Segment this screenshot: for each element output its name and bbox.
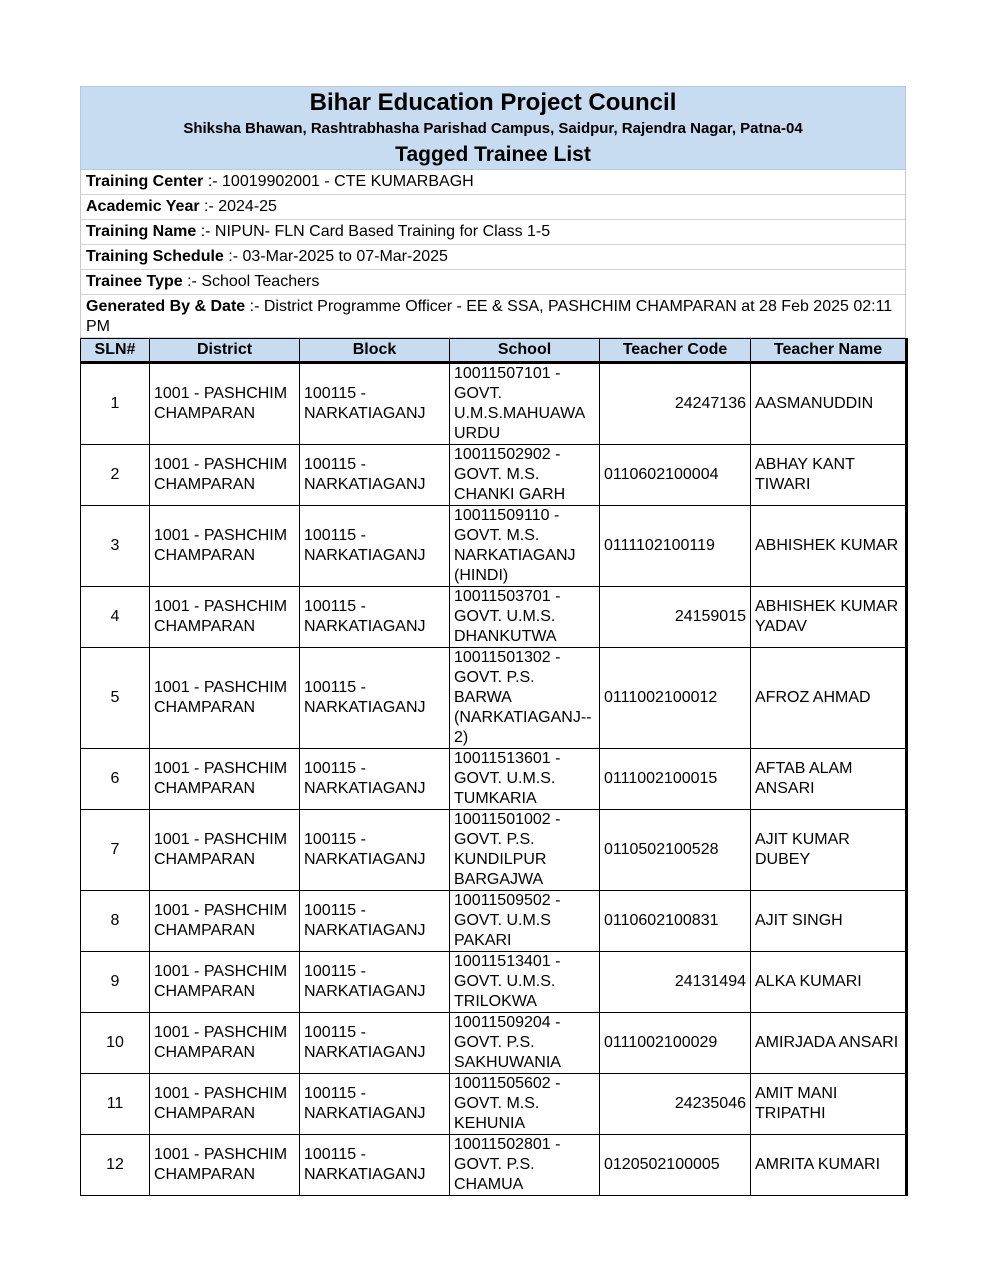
training-name-label: Training Name xyxy=(86,223,197,240)
cell-block: 100115 - NARKATIAGANJ xyxy=(300,1074,450,1135)
table-row xyxy=(81,952,907,1013)
cell-district: 1001 - PASHCHIM CHAMPARAN xyxy=(150,891,300,952)
cell-block: 100115 - NARKATIAGANJ xyxy=(300,891,450,952)
training-name-value: :- NIPUN- FLN Card Based Training for Class 1-5 xyxy=(200,223,551,240)
column-header-teacher-name: Teacher Name xyxy=(751,339,907,363)
training-schedule-label: Training Schedule xyxy=(86,248,224,265)
cell-teacher-code: 24131494 xyxy=(600,952,751,1013)
cell-sl: 9 xyxy=(81,952,150,1013)
column-header-teacher-code: Teacher Code xyxy=(600,339,751,363)
cell-school: 10011507101 - GOVT. U.M.S.MAHUAWA URDU xyxy=(450,363,600,445)
cell-sl: 11 xyxy=(81,1074,150,1135)
table-row xyxy=(81,810,907,891)
trainee-list-sheet xyxy=(80,86,906,1196)
cell-district: 1001 - PASHCHIM CHAMPARAN xyxy=(150,1135,300,1196)
cell-school: 10011513601 - GOVT. U.M.S. TUMKARIA xyxy=(450,749,600,810)
cell-school: 10011503701 - GOVT. U.M.S. DHANKUTWA xyxy=(450,587,600,648)
cell-block: 100115 - NARKATIAGANJ xyxy=(300,1013,450,1074)
cell-block: 100115 - NARKATIAGANJ xyxy=(300,952,450,1013)
training-center-value: :- 10019902001 - CTE KUMARBAGH xyxy=(207,173,474,190)
cell-district: 1001 - PASHCHIM CHAMPARAN xyxy=(150,1013,300,1074)
cell-teacher-name: AFTAB ALAM ANSARI xyxy=(751,749,907,810)
training-center-row xyxy=(81,170,905,195)
table-row xyxy=(81,1135,907,1196)
cell-school: 10011505602 - GOVT. M.S. KEHUNIA xyxy=(450,1074,600,1135)
cell-teacher-code: 0111002100012 xyxy=(600,648,751,749)
cell-teacher-code: 24159015 xyxy=(600,587,751,648)
academic-year-row xyxy=(81,195,905,220)
trainee-type-value: :- School Teachers xyxy=(187,273,320,290)
list-title: Tagged Trainee List xyxy=(395,143,591,166)
trainee-type-row xyxy=(81,270,905,295)
cell-block: 100115 - NARKATIAGANJ xyxy=(300,648,450,749)
column-header-block: Block xyxy=(300,339,450,363)
cell-district: 1001 - PASHCHIM CHAMPARAN xyxy=(150,506,300,587)
table-row xyxy=(81,363,907,445)
training-details xyxy=(80,170,906,338)
training-name-row xyxy=(81,220,905,245)
org-address: Shiksha Bhawan, Rashtrabhasha Parishad Campus, Saidpur, Rajendra Nagar, Patna-04 xyxy=(183,120,803,137)
cell-teacher-name: AJIT SINGH xyxy=(751,891,907,952)
cell-school: 10011502902 - GOVT. M.S. CHANKI GARH xyxy=(450,445,600,506)
cell-sl: 1 xyxy=(81,363,150,445)
generated-by-value: :- District Programme Officer - EE & SSA, PASHCHIM CHAMPARAN at 28 Feb 2025 02:11 PM xyxy=(86,298,893,335)
cell-teacher-name: AMRITA KUMARI xyxy=(751,1135,907,1196)
cell-district: 1001 - PASHCHIM CHAMPARAN xyxy=(150,363,300,445)
table-row xyxy=(81,587,907,648)
academic-year-label: Academic Year xyxy=(86,198,200,215)
cell-sl: 12 xyxy=(81,1135,150,1196)
cell-block: 100115 - NARKATIAGANJ xyxy=(300,749,450,810)
training-schedule-value: :- 03-Mar-2025 to 07-Mar-2025 xyxy=(228,248,448,265)
cell-teacher-name: ABHAY KANT TIWARI xyxy=(751,445,907,506)
org-name: Bihar Education Project Council xyxy=(309,89,677,116)
cell-school: 10011501302 - GOVT. P.S. BARWA (NARKATIAGANJ-- 2) xyxy=(450,648,600,749)
table-header-row xyxy=(81,339,907,363)
table-row xyxy=(81,445,907,506)
training-center-label: Training Center xyxy=(86,173,204,190)
cell-teacher-name: AJIT KUMAR DUBEY xyxy=(751,810,907,891)
cell-sl: 7 xyxy=(81,810,150,891)
cell-sl: 2 xyxy=(81,445,150,506)
cell-teacher-name: AMIT MANI TRIPATHI xyxy=(751,1074,907,1135)
table-row xyxy=(81,1074,907,1135)
cell-district: 1001 - PASHCHIM CHAMPARAN xyxy=(150,587,300,648)
table-row xyxy=(81,1013,907,1074)
cell-school: 10011509204 - GOVT. P.S. SAKHUWANIA xyxy=(450,1013,600,1074)
cell-district: 1001 - PASHCHIM CHAMPARAN xyxy=(150,810,300,891)
cell-teacher-name: AMIRJADA ANSARI xyxy=(751,1013,907,1074)
cell-sl: 3 xyxy=(81,506,150,587)
generated-by-label: Generated By & Date xyxy=(86,298,246,315)
cell-sl: 4 xyxy=(81,587,150,648)
trainee-table xyxy=(80,338,908,1196)
academic-year-value: :- 2024-25 xyxy=(204,198,277,215)
cell-teacher-code: 0110602100831 xyxy=(600,891,751,952)
cell-teacher-code: 0120502100005 xyxy=(600,1135,751,1196)
table-row xyxy=(81,506,907,587)
column-header-district: District xyxy=(150,339,300,363)
column-header-school: School xyxy=(450,339,600,363)
cell-district: 1001 - PASHCHIM CHAMPARAN xyxy=(150,1074,300,1135)
cell-teacher-name: ABHISHEK KUMAR YADAV xyxy=(751,587,907,648)
table-row xyxy=(81,749,907,810)
cell-block: 100115 - NARKATIAGANJ xyxy=(300,506,450,587)
cell-teacher-code: 0110502100528 xyxy=(600,810,751,891)
table-row xyxy=(81,648,907,749)
cell-district: 1001 - PASHCHIM CHAMPARAN xyxy=(150,749,300,810)
generated-by-row xyxy=(81,295,905,338)
cell-block: 100115 - NARKATIAGANJ xyxy=(300,363,450,445)
cell-district: 1001 - PASHCHIM CHAMPARAN xyxy=(150,648,300,749)
cell-school: 10011509110 - GOVT. M.S. NARKATIAGANJ (HINDI) xyxy=(450,506,600,587)
cell-teacher-code: 0111002100015 xyxy=(600,749,751,810)
cell-sl: 8 xyxy=(81,891,150,952)
cell-teacher-code: 0111102100119 xyxy=(600,506,751,587)
cell-teacher-code: 24235046 xyxy=(600,1074,751,1135)
cell-school: 10011501002 - GOVT. P.S. KUNDILPUR BARGAJWA xyxy=(450,810,600,891)
cell-district: 1001 - PASHCHIM CHAMPARAN xyxy=(150,445,300,506)
table-row xyxy=(81,891,907,952)
cell-teacher-code: 0110602100004 xyxy=(600,445,751,506)
cell-teacher-code: 24247136 xyxy=(600,363,751,445)
cell-school: 10011513401 - GOVT. U.M.S. TRILOKWA xyxy=(450,952,600,1013)
cell-sl: 5 xyxy=(81,648,150,749)
cell-school: 10011509502 - GOVT. U.M.S PAKARI xyxy=(450,891,600,952)
cell-block: 100115 - NARKATIAGANJ xyxy=(300,445,450,506)
training-schedule-row xyxy=(81,245,905,270)
cell-teacher-code: 0111002100029 xyxy=(600,1013,751,1074)
cell-teacher-name: ABHISHEK KUMAR xyxy=(751,506,907,587)
cell-block: 100115 - NARKATIAGANJ xyxy=(300,810,450,891)
cell-block: 100115 - NARKATIAGANJ xyxy=(300,1135,450,1196)
cell-teacher-name: AFROZ AHMAD xyxy=(751,648,907,749)
cell-block: 100115 - NARKATIAGANJ xyxy=(300,587,450,648)
cell-teacher-name: ALKA KUMARI xyxy=(751,952,907,1013)
cell-sl: 6 xyxy=(81,749,150,810)
header-banner xyxy=(80,86,906,170)
cell-school: 10011502801 - GOVT. P.S. CHAMUA xyxy=(450,1135,600,1196)
trainee-type-label: Trainee Type xyxy=(86,273,183,290)
cell-sl: 10 xyxy=(81,1013,150,1074)
cell-district: 1001 - PASHCHIM CHAMPARAN xyxy=(150,952,300,1013)
cell-teacher-name: AASMANUDDIN xyxy=(751,363,907,445)
column-header-sln: SLN# xyxy=(81,339,150,363)
